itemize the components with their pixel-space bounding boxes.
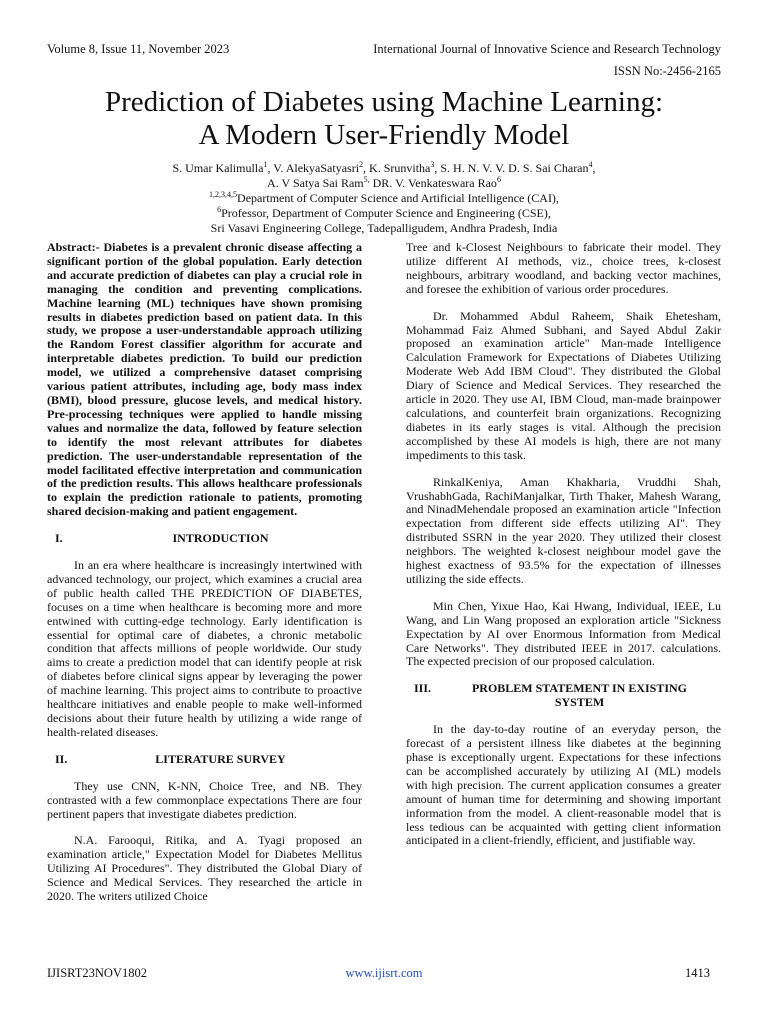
author-line-2: A. V Satya Sai Ram$^{5,}$ DR. V. Venkateswara Rao$^6$	[267, 175, 501, 190]
footer-article-code: IJISRT23NOV1802	[47, 966, 147, 980]
footer-journal-link[interactable]: www.ijisrt.com	[345, 966, 423, 980]
section-title: INTRODUCTION	[172, 531, 269, 546]
problem-statement-paragraph: In the day-to-day routine of an everyday person, the forecast of a persistent illness like diabetes at the beginning phase is exceptionally urgent. Expectations for these infections can be accomplished accurately by utilizing AI (ML) models with high precision. The current application consumes a greater amount of human time for determining and showing important information from the model. A client-reasonable model that is less tedious can be acquainted with getting client information anticipated in a client-friendly, efficient, and justifiable way.	[406, 722, 721, 848]
paper-title	[0, 86, 768, 152]
right-column	[406, 241, 721, 848]
author-block	[0, 161, 768, 236]
literature-paragraph-2: N.A. Farooqui, Ritika, and A. Tyagi proposed an examination article," Expectation Model for Diabetes Mellitus Utilizing AI Procedures". They distributed the Global Diary of Science and Medical Services. They researched the article in 2020. The writers utilized Choice	[47, 833, 362, 904]
affiliation-1: $^{1,2,3,4,5}$Department of Computer Science and Artificial Intelligence (CAI),	[209, 190, 559, 205]
literature-paragraph-2-continued: Tree and k-Closest Neighbours to fabricate their model. They utilize different AI methods, viz., choice trees, k-closest neighbours, arbitrary woodland, and backing vector machines, and foresee the exhibition of various order procedures.	[406, 240, 721, 296]
section-title: LITERATURE SURVEY	[155, 751, 286, 766]
footer-page-number: 1413	[685, 966, 710, 980]
affiliation-2: $^6$Professor, Department of Computer Science and Engineering (CSE),	[217, 205, 551, 220]
section-number: I.	[55, 531, 63, 546]
author-line-1: S. Umar Kalimulla$^1$, V. AlekyaSatyasri$^2$, K. Srunvitha$^3$, S. H. N. V. V. D. S. Sai Charan$^4$,	[172, 160, 596, 175]
affiliation-3: Sri Vasavi Engineering College, Tadepalligudem, Andhra Pradesh, India	[210, 221, 558, 235]
section-heading-problem-statement	[406, 682, 721, 710]
literature-paragraph-5: Min Chen, Yixue Hao, Kai Hwang, Individual, IEEE, Lu Wang, and Lin Wang proposed an exploration article "Sickness Expectation by AI over Enormous Information from Medical Care Networks". They distributed IEEE in 2017. calculations. The expected precision of our proposed calculation.	[406, 598, 721, 669]
literature-paragraph-4: RinkalKeniya, Aman Khakharia, Vruddhi Shah, VrushabhGada, RachiManjalkar, Tirth Thaker, Mahesh Warang, and NinadMehendale proposed an examination article "Infection expectation from different side effects utilizing AI". They distributed SSRN in the year 2020. They utilized their closest neighbors. The weighted k-closest neighbour model gave the highest exactness of 93.5% for the expectation of illnesses utilizing the side effects.	[406, 474, 721, 586]
section-heading-introduction	[47, 532, 362, 546]
section-title: PROBLEM STATEMENT IN EXISTING SYSTEM	[471, 681, 688, 710]
section-heading-literature-survey	[47, 753, 362, 767]
title-line-1: Prediction of Diabetes using Machine Learning:	[104, 86, 664, 118]
section-number: II.	[55, 751, 68, 766]
introduction-paragraph: In an era where healthcare is increasingly intertwined with advanced technology, our project, which examines a crucial area of public health called THE PREDICTION OF DIABETES, focuses on a time when healthcare is becoming more and more entwined with cutting-edge technology. Early identification is essential for optimal care of diabetes, a chronic metabolic condition that affects millions of people worldwide. Our study aims to create a prediction model that can identify people at risk of diabetes before clinical signs appear by leveraging the power of machine learning. This project aims to contribute to proactive healthcare initiatives and enable people to make well-informed decisions about their future health by utilizing a wide range of health-related diseases.	[47, 558, 362, 739]
literature-paragraph-3: Dr. Mohammed Abdul Raheem, Shaik Ehetesham, Mohammad Faiz Ahmed Subhani, and Sayed Abdul Zakir proposed an examination article" Man-made Intelligence Calculation Framework for Expectations of Diabetes Utilizing Moderate Web Add IBM Cloud". They distributed the Global Diary of Science and Medical Services. They researched the article in 2020. They use AI, IBM Cloud, man-made brainpower calculations, and counterfeit brain organizations. Recognizing diabetes in its early stages is vital. Although the precision accomplished by these AI models is high, there are not many impediments to this task.	[406, 308, 721, 462]
header-journal: International Journal of Innovative Science and Research Technology	[373, 42, 721, 56]
literature-paragraph-1: They use CNN, K-NN, Choice Tree, and NB. They contrasted with a few commonplace expectations There are four pertinent papers that investigate diabetes prediction.	[47, 778, 362, 821]
left-column	[47, 241, 362, 904]
abstract: Abstract:- Diabetes is a prevalent chronic disease affecting a significant portion of the global population. Early detection and accurate prediction of diabetes can play a crucial role in managing the condition and preventing complications. Machine learning (ML) techniques have shown promising results in diabetes prediction based on patient data. In this study, we propose a user-understandable approach utilizing the Random Forest classifier algorithm for accurate and interpretable diabetes prediction. To build our prediction model, we utilized a comprehensive dataset comprising various patient attributes, including age, body mass index (BMI), blood pressure, glucose levels, and medical history. Pre-processing techniques were applied to handle missing values and normalize the data, followed by feature selection to identify the most relevant attributes for diabetes prediction. The user-understandable representation of the model facilitated effective interpretation and communication of the prediction results. This allows healthcare professionals to explain the prediction rationale to patients, promoting shared decision-making and patient engagement.	[47, 240, 362, 519]
header-issn: ISSN No:-2456-2165	[613, 64, 721, 78]
title-line-2: A Modern User-Friendly Model	[198, 119, 570, 151]
section-number: III.	[414, 681, 432, 696]
header-volume: Volume 8, Issue 11, November 2023	[47, 42, 230, 56]
